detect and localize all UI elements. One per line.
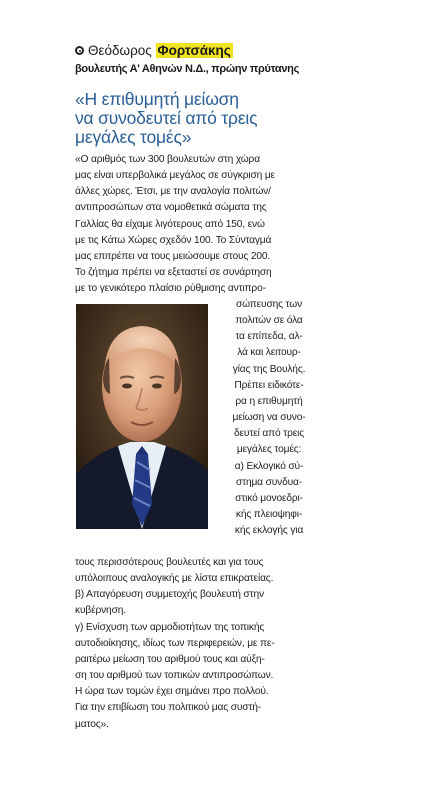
headline-line: «Η επιθυμητή μείωση	[75, 89, 239, 109]
body-line: κής πλειοψηφι-	[235, 509, 303, 521]
body-line: Η ώρα των τομών έχει σημάνει προ πολλού.	[75, 686, 269, 698]
body-line: δευτεί από τρεις	[234, 428, 304, 440]
body-line: ραιτέρω μείωση του αριθμού τους και αύξη-	[75, 653, 265, 665]
headline	[75, 90, 325, 147]
body-line: κυβέρνηση.	[75, 605, 126, 617]
body-line: υπόλοιπους αναλογικής με λίστα επικρατείας.	[75, 573, 274, 585]
body-line: με το γενικότερο πλαίσιο ρύθμισης αντιπρο-	[75, 283, 266, 295]
body-line: στημα συνδυα-	[235, 476, 303, 488]
body-line: α) Εκλογικό σύ-	[234, 460, 304, 472]
author-portrait	[76, 304, 208, 529]
author-first-name: Θεόδωρος	[88, 43, 152, 58]
body-line: β) Απαγόρευση συμμετοχής βουλευτή στην	[75, 589, 264, 601]
body-line: Το ζήτημα πρέπει να εξεταστεί σε συνάρτηση	[75, 267, 272, 279]
author-surname: Φορτσάκης	[157, 43, 231, 58]
body-line: ματος».	[75, 718, 109, 730]
body-line: τους περισσότερους βουλευτές και για τους	[75, 557, 264, 568]
body-line: Πρέπει ειδικότε-	[234, 379, 304, 391]
headline-line: να συνοδευτεί από τρεις	[75, 108, 258, 128]
body-line: ρα η επιθυμητή	[235, 395, 303, 407]
bullet-circle-icon	[75, 46, 84, 55]
article-body-bottom	[75, 555, 330, 733]
body-line: Για την επιβίωση του πολιτικού μας συστή-	[75, 702, 262, 714]
body-line: με τις Κάτω Χώρες σχεδόν 100. Το Σύνταγμά	[75, 234, 272, 246]
body-line: κής εκλογής για	[234, 525, 304, 537]
article-body-column	[219, 297, 319, 539]
body-line: Γαλλίας θα είχαμε λιγότερους από 150, ενώ	[75, 218, 265, 230]
body-line: μείωση να συνο-	[232, 412, 306, 424]
body-line: αυτοδιοίκησης, ιδίως των περιφερειών, με πε-	[75, 637, 275, 649]
body-line: αντιπροσώπων στα νομοθετικά σώματα της	[75, 202, 267, 214]
body-line: γ) Ενίσχυση των αρμοδιοτήτων της τοπικής	[75, 621, 265, 633]
article-body-top	[75, 152, 325, 297]
body-line: μας επιτρέπει να τους μειώσουμε στους 200.	[75, 250, 271, 262]
body-line: σώπευσης των	[235, 299, 303, 310]
headline-line: μεγάλες τομές»	[75, 127, 192, 147]
author-byline	[75, 42, 233, 59]
body-line: ση του αριθμού των τοπικών αντιπροσώπων.	[75, 670, 274, 682]
author-role: βουλευτής Α' Αθηνών Ν.Δ., πρώην πρύτανης	[75, 63, 300, 75]
body-line: πολιτών σε όλα	[235, 315, 303, 327]
body-line: στικό μονοεδρι-	[235, 492, 303, 504]
body-line: λά και λειτουρ-	[237, 347, 301, 359]
body-line: τα επίπεδα, αλ-	[235, 331, 303, 343]
body-line: μας είναι υπερβολικά μεγάλος σε σύγκριση με	[75, 170, 275, 182]
body-line: γίας της Βουλής.	[232, 363, 306, 375]
body-line: άλλες χώρες. Έτσι, με την αναλογία πολιτών/	[75, 186, 271, 198]
body-line: «Ο αριθμός των 300 βουλευτών στη χώρα	[75, 154, 260, 165]
body-line: μεγάλες τομές:	[236, 444, 302, 456]
